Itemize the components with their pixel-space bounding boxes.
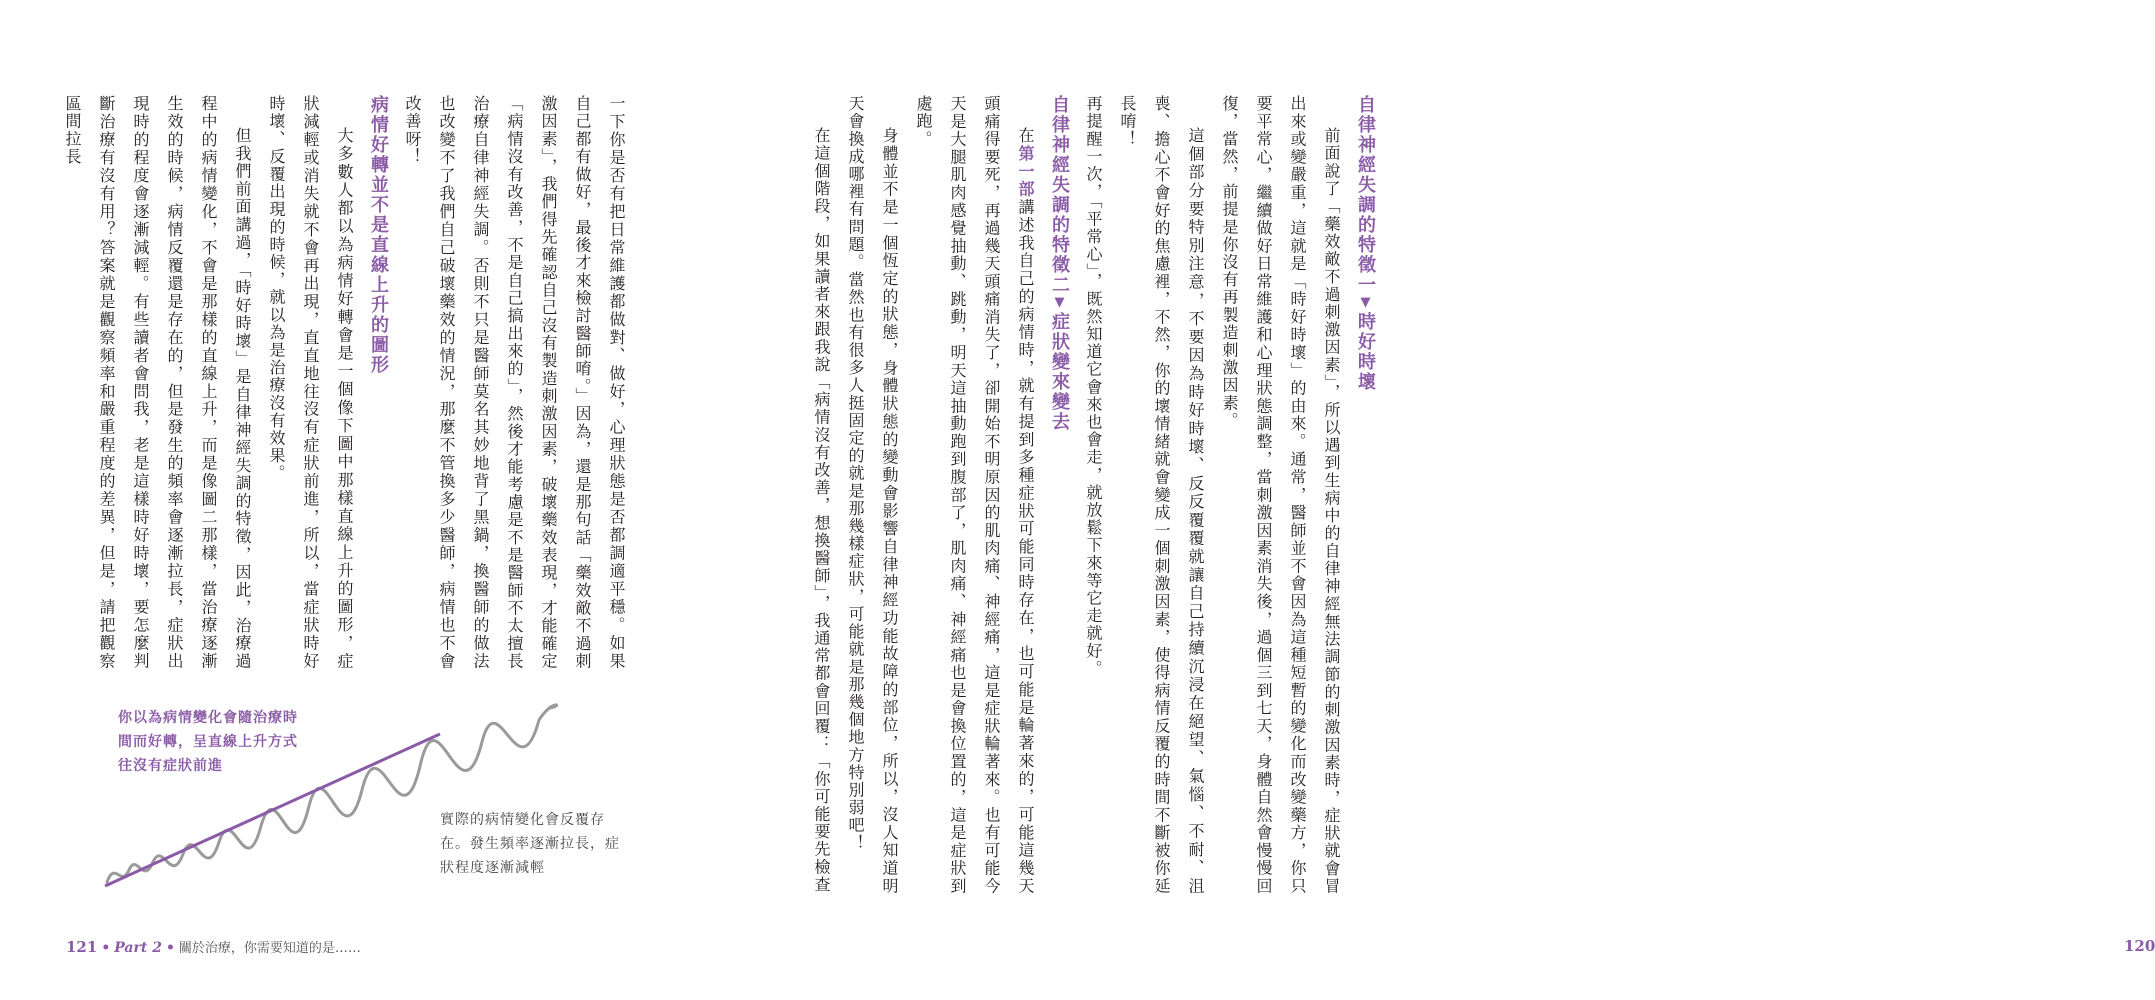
section-heading-feature-2: 自律神經失調的特徵二▼症狀變來變去 [1049, 95, 1070, 432]
paragraph: 前面說了「藥效敵不過刺激因素」，所以遇到生病中的自律神經無法調節的刺激因素時，症狀就會冒出來或變嚴重，這就是「時好時壞」的由來。通常，醫師並不會因為這種短暫的變化而改變藥方，你只要平常心，繼續做好日常維護和心理狀態調整，當刺激因素消失後，過個三到七天，身體自然會慢慢回復，當然，前提是你沒有再製造刺激因素。 [1220, 95, 1341, 895]
paragraph: 大多數人都以為病情好轉會是一個像下圖中那樣直線上升的圖形，症狀減輕或消失就不會再出現，直直地往沒有症狀前進，所以，當症狀時好時壞、反覆出現的時候，就以為是治療沒有效果。 [267, 95, 354, 670]
right-page-text [812, 95, 1382, 895]
paragraph: 在第一部講述我自己的病情時，就有提到多種症狀可能同時存在，也可能是輪著來的，可能這幾天頭痛得要死，再過幾天頭痛消失了，卻開始不明原因的肌肉痛、神經痛，這是症狀輪著來。也有可能今天是大腿肌肉感覺抽動、跳動，明天這抽動跑到腹部了，肌肉痛、神經痛也是會換位置的，這是症狀到處跑。 [914, 95, 1035, 895]
right-page [739, 0, 2155, 1000]
left-page [0, 0, 739, 1000]
triangle-down-icon: ▼ [1052, 295, 1067, 312]
page-number: 120 [2124, 937, 2155, 955]
diagram-note-expected: 你以為病情變化會隨治療時間而好轉，呈直線上升方式往沒有症狀前進 [118, 710, 298, 774]
section-heading-not-linear: 病情好轉並不是直線上升的圖形 [368, 95, 389, 375]
paragraph: 身體並不是一個恆定的狀態，身體狀態的變動會影響自律神經功能故障的部位，所以，沒人知道明天會換成哪裡有問題。當然也有很多人挺固定的就是那幾樣症狀，可能就是那幾個地方特別弱吧！ [846, 95, 899, 895]
paragraph: 但我們前面講過，「時好時壞」是自律神經失調的特徵，因此，治療過程中的病情變化，不會是那樣的直線上升，而是像圖二那樣，當治療逐漸生效的時候，病情反覆還是存在的，但是發生的頻率會逐漸拉長，症狀出現時的程度會逐漸減輕。有些讀者會問我，老是這樣時好時壞，要怎麼判斷治療有沒有用？答案就是觀察頻率和嚴重程度的差異，但是，請把觀察區間拉長 [63, 95, 252, 670]
diagram-note-actual: 實際的病情變化會反覆存在。發生頻率逐漸拉長，症狀程度逐漸減輕 [440, 812, 620, 876]
paragraph: 在這個階段，如果讀者來跟我說「病情沒有改善，想換醫師」，我通常都會回覆：「你可能要先檢查 [812, 127, 831, 894]
page-number: 121 [66, 938, 98, 956]
part-label: Part 2 [114, 940, 162, 956]
paragraph: 再提醒一次，「平常心」，既然知道它會來也會走，就放鬆下來等它走就好。 [1084, 95, 1103, 678]
triangle-down-icon: ▼ [1358, 295, 1373, 312]
left-page-text [63, 95, 633, 670]
paragraph: 一下你是否有把日常維護都做對、做好，心理狀態是否都調適平穩。如果自己都有做好，最後才來檢討醫師唷。」因為，還是那句話「藥效敵不過刺激因素」，我們得先確認自己沒有製造刺激因素，破壞藥效表現，才能確定「病情沒有改善，不是自己搞出來的」，然後才能考慮是不是醫師不太擅長治療自律神經失調。否則不只是醫師莫名其妙地背了黑鍋，換醫師的做法也改變不了我們自己破壞藥效的情況，那麼不管換多少醫師，病情也不會改善呀！ [403, 95, 626, 670]
running-footer: 121 • Part 2 • 關於治療，你需要知道的是…… [66, 938, 361, 956]
paragraph: 這個部分要特別注意，不要因為時好時壞、反反覆覆就讓自己持續沉浸在絕望、氣惱、不耐、沮喪、擔心不會好的焦慮裡，不然，你的壞情緒就會變成一個刺激因素，使得病情反覆的時間不斷被你延長唷！ [1118, 95, 1205, 895]
section-heading-feature-1: 自律神經失調的特徵一▼時好時壞 [1355, 95, 1376, 392]
chapter-title: 關於治療，你需要知道的是…… [178, 941, 361, 956]
part-one-highlight: 第一部 [1016, 144, 1035, 199]
